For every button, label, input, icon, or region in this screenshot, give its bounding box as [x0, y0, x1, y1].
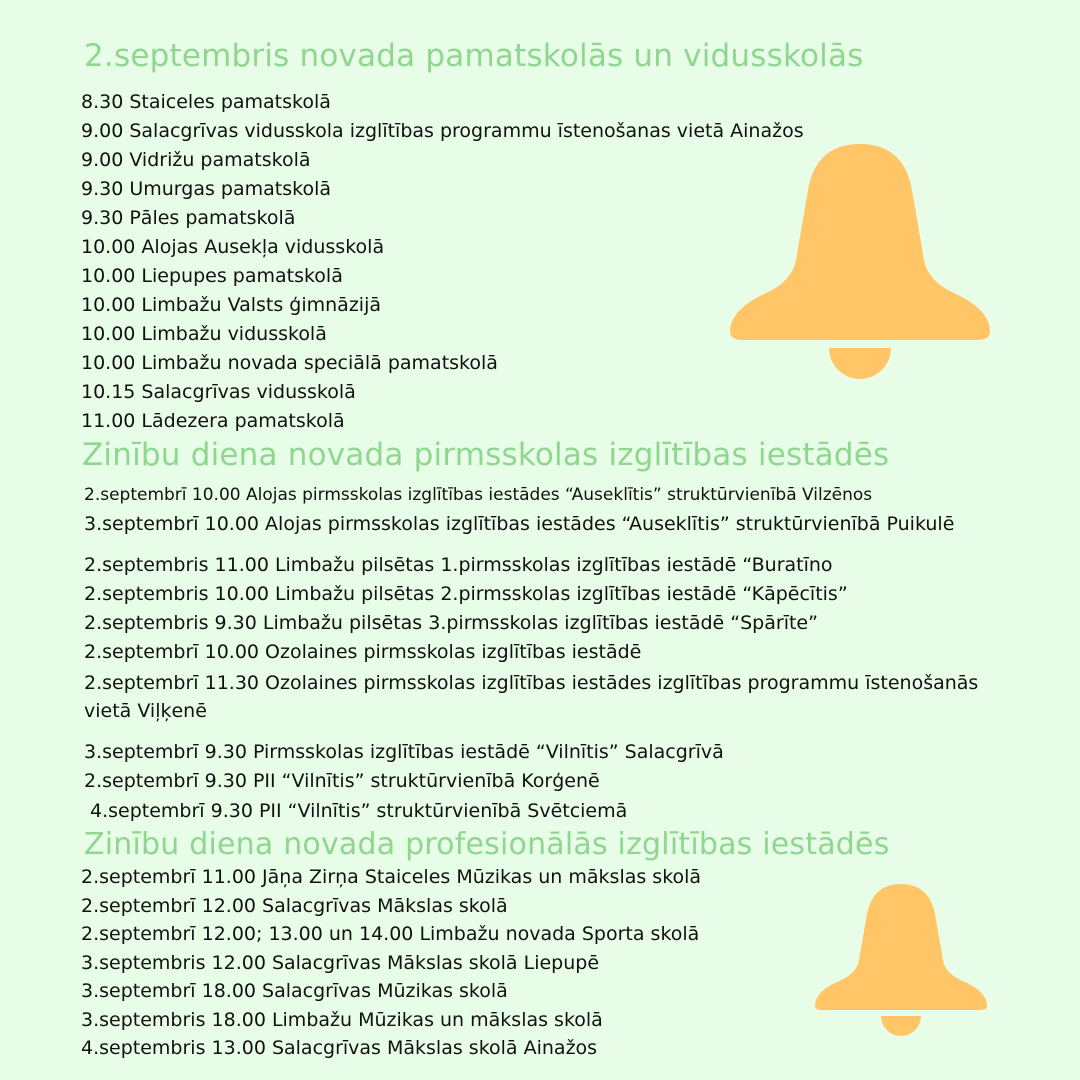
list-item: 4.septembris 13.00 Salacgrīvas Mākslas skolā Ainažos [81, 1037, 598, 1059]
list-item: 4.septembrī 9.30 PII “Vilnītis” struktūrvienībā Svētciemā [90, 800, 628, 822]
bell-icon [728, 142, 992, 404]
list-item: 10.00 Liepupes pamatskolā [81, 265, 343, 287]
list-item: 2.septembrī 12.00; 13.00 un 14.00 Limbažu novada Sporta skolā [81, 923, 700, 945]
list-item: 10.00 Alojas Ausekļa vidusskolā [81, 236, 385, 258]
list-item: 9.00 Salacgrīvas vidusskola izglītības programmu īstenošanas vietā Ainažos [81, 120, 804, 142]
list-item-continuation: vietā Viļķenē [84, 700, 207, 722]
list-item: 2.septembris 9.30 Limbažu pilsētas 3.pirmsskolas izglītības iestādē “Spārīte” [84, 612, 818, 634]
schools-list [81, 88, 804, 436]
list-item: 2.septembrī 9.30 PII “Vilnītis” struktūrvienībā Korģenē [84, 770, 600, 792]
bell-icon [813, 882, 989, 1054]
list-item: 11.00 Lādezera pamatskolā [81, 410, 345, 432]
list-item: 2.septembrī 12.00 Salacgrīvas Mākslas skolā [81, 894, 508, 917]
list-item: 2.septembrī 10.00 Ozolaines pirmsskolas izglītības iestādē [84, 641, 642, 663]
list-item: 3.septembrī 18.00 Salacgrīvas Mūzikas skolā [81, 980, 508, 1002]
list-item: 9.30 Pāles pamatskolā [81, 207, 296, 229]
list-item: 10.15 Salacgrīvas vidusskolā [81, 381, 356, 403]
list-item: 8.30 Staiceles pamatskolā [81, 91, 331, 113]
section-heading-schools: 2.septembris novada pamatskolās un vidusskolās [84, 38, 864, 74]
list-item: 10.00 Limbažu Valsts ģimnāzijā [81, 294, 382, 316]
list-item: 2.septembrī 11.00 Jāņa Zirņa Staiceles Mūzikas un mākslas skolā [81, 866, 702, 888]
list-item: 2.septembris 10.00 Limbažu pilsētas 2.pirmsskolas izglītības iestādē “Kāpēcītis” [84, 583, 848, 605]
professional-list [81, 863, 701, 1063]
list-item: 2.septembris 11.00 Limbažu pilsētas 1.pirmsskolas izglītības iestādē “Buratīno [84, 554, 833, 576]
list-item: 10.00 Limbažu vidusskolā [81, 323, 327, 345]
list-item: 2.septembrī 11.30 Ozolaines pirmsskolas izglītības iestādes izglītības programmu īstenošanās [84, 672, 979, 694]
list-item: 3.septembrī 10.00 Alojas pirmsskolas izglītības iestādes “Auseklītis” struktūrvienībā Puikulē [84, 513, 955, 535]
list-item: 2.septembrī 10.00 Alojas pirmsskolas izglītības iestādes “Auseklītis” struktūrvienībā Vilzēnos [84, 485, 873, 505]
list-item: 3.septembrī 9.30 Pirmsskolas izglītības iestādē “Vilnītis” Salacgrīvā [84, 741, 724, 763]
list-item: 3.septembris 12.00 Salacgrīvas Mākslas skolā Liepupē [81, 951, 600, 974]
section-heading-preschools: Zinību diena novada pirmsskolas izglītības iestādēs [82, 437, 890, 473]
list-item: 9.30 Umurgas pamatskolā [81, 178, 331, 200]
section-heading-professional: Zinību diena novada profesionālās izglītības iestādēs [84, 827, 890, 862]
list-item: 9.00 Vidrižu pamatskolā [81, 149, 311, 171]
list-item: 10.00 Limbažu novada speciālā pamatskolā [81, 352, 498, 374]
list-item: 3.septembris 18.00 Limbažu Mūzikas un mākslas skolā [81, 1008, 603, 1031]
